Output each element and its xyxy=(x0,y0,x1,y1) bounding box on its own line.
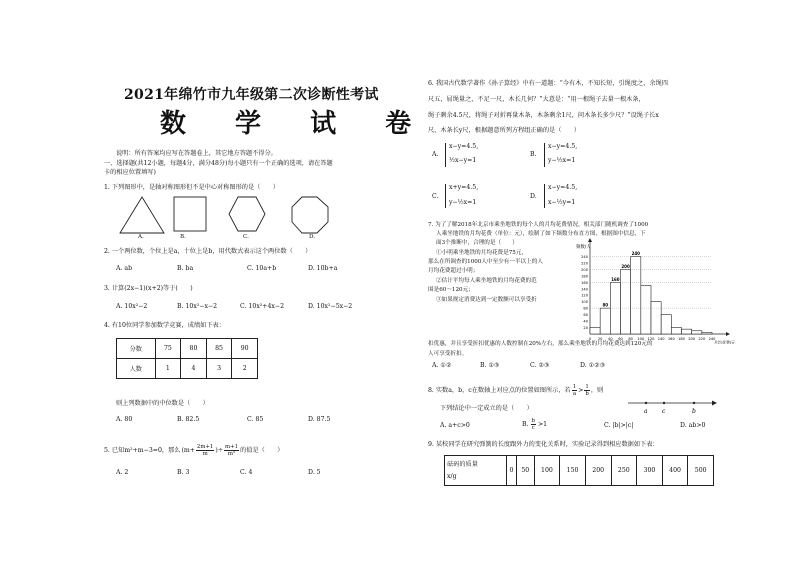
q6-option-d-label: D. xyxy=(530,193,537,200)
x-tick-label: 180 xyxy=(678,337,685,341)
q6-option-d-eq1: x−y=4.5, xyxy=(548,184,578,191)
table-cell: 500 xyxy=(688,456,714,486)
histogram-bar xyxy=(590,328,600,334)
x-tick-label: 240 xyxy=(708,337,716,341)
q4-option-c: C. 85 xyxy=(247,416,264,423)
q8-fraction-1 xyxy=(572,384,577,397)
q6-option-d-eq2: x−½y=1 xyxy=(548,199,576,206)
q6-option-b-brace xyxy=(544,143,545,167)
table-cell: 50 xyxy=(516,456,534,486)
q6-line-2: 尺五，屈绳量之，不足一尺，木长几何？”大意是：“用一根绳子去量一根木条， xyxy=(428,96,645,103)
q8-option-d: D. ab>0 xyxy=(680,422,706,429)
q7-statement-3: ③如果规定消费达到一定数额可以享受折 xyxy=(436,297,537,303)
q8-f1-denominator: a xyxy=(572,391,577,397)
table-row xyxy=(117,359,258,379)
q2-option-a: A. ab xyxy=(116,265,133,272)
q8-stem-post: ，则 xyxy=(590,386,604,394)
x-tick-label: 40 xyxy=(608,337,613,341)
histogram-bar xyxy=(692,331,702,334)
q4-score-table xyxy=(116,338,258,379)
histogram-bar xyxy=(702,332,712,334)
table-cell: 200 xyxy=(585,456,611,486)
q1-label-a: A. xyxy=(138,234,144,240)
table-cell: 2 xyxy=(232,359,258,379)
q8-option-a: A. a+c>0 xyxy=(440,422,470,429)
q3-stem: 3. 计算(2x−1)(x+2)等于( ) xyxy=(104,285,193,292)
q3-option-b: B. 10x²−x−2 xyxy=(177,303,218,310)
q2-option-b: B. ba xyxy=(177,265,194,272)
y-tick-label: 240 xyxy=(581,254,588,259)
q5-expr-open: (m+ xyxy=(181,446,195,454)
x-tick-label: 20 xyxy=(597,337,603,341)
q1-label-b: B. xyxy=(180,234,186,240)
q4-stem: 4. 有10位同学参加数学竞赛，成绩如下表： xyxy=(104,322,225,329)
table-cell: 1 xyxy=(155,359,181,379)
x-tick-label: 220 xyxy=(698,337,706,341)
q8-option-b xyxy=(522,418,547,431)
q1-label-d: D. xyxy=(309,234,316,240)
q5-stem-post: 的值是（ ） xyxy=(240,446,284,454)
x-tick-label: 140 xyxy=(657,337,665,341)
q6-option-a-eq2: ½x−y=1 xyxy=(449,157,477,164)
q5-stem-pre: 5. 已知m²+m−3=0，那么 xyxy=(104,446,181,454)
q7-statement-1b: 那么在所调查的1000人中至少有一半以上的人 xyxy=(428,259,543,265)
q7-line-2: 人乘坐地铁的月均花费（单位：元），绘制了如下频数分布直方图，根据图中信息，下 xyxy=(436,231,646,237)
q3-option-c: C. 10x²+4x−2 xyxy=(240,303,285,310)
q5-f2-denominator: m² xyxy=(227,451,236,457)
octagon-shape xyxy=(292,197,328,233)
triangle-shape xyxy=(120,197,164,233)
q7-statement-3b: 扣优惠，并且享受折扣优惠的人数控制在20%左右，那么乘坐地铁的月均花费达到120元的 xyxy=(428,341,653,347)
q1-label-c: C. xyxy=(243,234,249,240)
histogram-bar xyxy=(651,302,661,334)
q9-header-unit: x/g xyxy=(447,472,457,480)
histogram-bar xyxy=(600,308,610,334)
point-a xyxy=(645,402,647,404)
q7-statement-1: ①小明乘坐地铁的月均花费是75元， xyxy=(436,250,528,256)
q8-b-denominator: c xyxy=(531,425,535,431)
x-tick-label: 0 xyxy=(588,337,592,341)
q5-f1-denominator: m xyxy=(202,451,208,457)
q2-option-d: D. 10b+a xyxy=(308,265,338,272)
table-cell: 75 xyxy=(155,339,181,359)
q6-option-b-label: B. xyxy=(530,151,537,158)
histogram-bar xyxy=(641,286,651,334)
q4-option-a: A. 80 xyxy=(116,416,133,423)
q4-option-b: B. 82.5 xyxy=(177,416,200,423)
table-cell: 300 xyxy=(637,456,663,486)
section-heading-cont: 卡的相应位置填写) xyxy=(104,169,156,176)
hexagon-shape xyxy=(229,197,265,231)
q5-stem xyxy=(104,444,283,457)
y-tick-label: 200 xyxy=(581,267,588,272)
q6-option-c-label: C. xyxy=(432,193,439,200)
table-cell: 100 xyxy=(534,456,560,486)
q5-expr-close: )÷ xyxy=(215,446,224,454)
histogram-bar xyxy=(661,315,671,334)
q6-line-3: 绳子剩余4.5尺，将绳子对折再量木条，木条剩余1尺，问木条长多少尺？”设绳子长x xyxy=(428,112,659,119)
q8-fraction-2 xyxy=(584,384,589,397)
point-b-label: b xyxy=(692,408,696,415)
y-tick-label: 100 xyxy=(581,300,588,305)
bar-value-label: 160 xyxy=(611,276,620,282)
histogram-bar xyxy=(621,269,631,334)
q6-option-c-eq2: y−½x=1 xyxy=(449,199,477,206)
q3-option-d: D. 10x²−5x−2 xyxy=(308,303,353,310)
table-cell: 80 xyxy=(181,339,207,359)
q7-option-b: B. ①③ xyxy=(480,362,500,369)
table-header-cell xyxy=(445,456,507,486)
q5-option-c: C. 4 xyxy=(240,469,253,476)
q8-ask: 下列结论中一定成立的是（ ） xyxy=(440,405,533,412)
x-tick-label: 100 xyxy=(637,337,645,341)
q2-stem: 2. 一个两位数，个位上是a，十位上是b，用代数式表示这个两位数（ ） xyxy=(104,248,312,255)
q6-option-a-brace xyxy=(445,143,446,167)
point-a-label: a xyxy=(644,408,648,415)
q8-option-c: C. |b|>|c| xyxy=(604,422,634,429)
q5-option-b: B. 3 xyxy=(177,469,190,476)
q8-f2-numerator: 1 xyxy=(585,384,589,390)
point-b xyxy=(693,402,695,404)
table-row xyxy=(117,339,258,359)
q7-statement-1c: 月均花费超过小明； xyxy=(428,268,479,274)
exam-title: 2021年绵竹市九年级第二次诊断性考试 xyxy=(124,87,379,103)
q5-f1-numerator: 2m+1 xyxy=(196,444,214,450)
x-axis-arrow xyxy=(726,332,730,336)
x-tick-label: 160 xyxy=(667,337,675,341)
point-c-label: c xyxy=(662,408,666,415)
q9-stem: 9. 某校同学在研究弹簧的长度跟外力的变化关系时，实验记录得到相应数据如下表： xyxy=(428,441,659,448)
q5-option-a: A. 2 xyxy=(116,469,129,476)
q6-option-c-brace xyxy=(445,184,446,208)
histogram-bar xyxy=(682,329,692,334)
bar-value-label: 240 xyxy=(631,250,640,256)
y-tick-label: 20 xyxy=(583,326,588,331)
q7-statement-2b: 围是60～120元； xyxy=(428,287,474,293)
table-cell: 0 xyxy=(507,456,517,486)
x-tick-label: 80 xyxy=(628,337,633,341)
q7-statement-3c: 人可享受折扣。 xyxy=(428,351,468,357)
q9-header-label: 砝码的质量 xyxy=(447,460,478,468)
subject-title: 数 学 试 卷 xyxy=(160,109,432,139)
table-cell: 150 xyxy=(560,456,586,486)
table-cell: 85 xyxy=(206,339,232,359)
table-cell: 分数 xyxy=(117,339,156,359)
q8-option-b-rest: >1 xyxy=(537,420,548,428)
q7-line-3: 面3个推断中，合理的是（ ） xyxy=(436,240,518,246)
q6-option-c-eq1: x+y=4.5, xyxy=(449,184,479,191)
q8-option-b-label: B. xyxy=(522,420,529,428)
y-axis-arrow xyxy=(588,238,592,242)
q6-option-d-brace xyxy=(544,184,545,208)
table-cell: 4 xyxy=(181,359,207,379)
q8-number-line xyxy=(626,393,718,415)
q6-option-a-label: A. xyxy=(432,151,439,158)
y-tick-label: 160 xyxy=(581,280,588,285)
histogram-bar xyxy=(631,256,641,334)
spending-histogram xyxy=(574,238,744,344)
q7-line-1: 7. 为了了解2018年北京市乘坐地铁的每个人的月均花费情况，相关部门随机调查了1000 xyxy=(428,222,649,228)
q4-ask: 则上列数据中的中位数是（ ） xyxy=(116,400,209,407)
instructions: 说明：所有答案均应写在答题卷上，其它地方答题不得分。 xyxy=(116,150,277,157)
q7-option-a: A. ①② xyxy=(432,362,452,369)
q8-stem xyxy=(428,384,603,397)
y-tick-label: 80 xyxy=(583,306,588,311)
q8-stem-pre: 8. 实数a，b，c在数轴上对应点的位置如图所示，若 xyxy=(428,386,571,394)
q6-option-b-eq1: x−y=4.5, xyxy=(548,143,578,150)
q7-statement-2: ②估计平均每人乘坐地铁的月均花费的范 xyxy=(436,278,537,284)
q8-gt-sign: > xyxy=(578,386,584,394)
q8-b-numerator: b xyxy=(531,418,535,424)
q6-option-b-eq2: y−½x=1 xyxy=(548,157,576,164)
y-tick-label: 120 xyxy=(581,293,588,298)
q9-data-table xyxy=(444,455,714,486)
q8-f2-denominator: b xyxy=(585,391,589,397)
table-cell: 400 xyxy=(662,456,688,486)
q8-f1-numerator: 1 xyxy=(572,384,577,390)
q7-option-d: D. ①②③ xyxy=(580,362,606,369)
q4-option-d: D. 87.5 xyxy=(308,416,331,423)
q3-option-a: A. 10x²−2 xyxy=(116,303,148,310)
q6-line-4: 尺，木条长y尺，根据题意所列方程组正确的是（ ） xyxy=(428,127,580,134)
q6-option-a-eq1: x−y=4.5, xyxy=(449,143,479,150)
y-axis-label: 频数/人 xyxy=(576,245,591,250)
x-tick-label: 200 xyxy=(688,337,696,341)
table-cell: 人数 xyxy=(117,359,156,379)
q2-option-c: C. 10a+b xyxy=(247,265,277,272)
q5-fraction-2 xyxy=(224,444,239,457)
y-tick-label: 40 xyxy=(583,319,588,324)
q5-fraction-1 xyxy=(196,444,215,457)
histogram-bar xyxy=(671,328,681,334)
x-tick-label: 120 xyxy=(647,337,655,341)
y-tick-label: 180 xyxy=(581,274,588,279)
y-tick-label: 140 xyxy=(581,287,588,292)
table-cell: 90 xyxy=(232,339,258,359)
q5-option-d: D. 5 xyxy=(308,469,321,476)
bar-value-label: 200 xyxy=(621,263,630,269)
table-cell: 250 xyxy=(611,456,637,486)
table-row xyxy=(445,456,714,486)
q7-option-c: C. ②③ xyxy=(530,362,550,369)
table-cell: 3 xyxy=(206,359,232,379)
q1-shapes xyxy=(104,193,394,243)
square-shape xyxy=(174,197,206,231)
q6-line-1: 6. 我国古代数学著作《孙子算经》中有一道题：“今有木，不知长短，引绳度之，余绳四 xyxy=(428,80,668,87)
x-axis-label: 月均花费/元 xyxy=(714,340,736,344)
y-tick-label: 60 xyxy=(583,313,588,318)
section-heading: 一、选择题(共12小题，每题4分，满分48分)每小题只有一个正确的选项，请在答题 xyxy=(104,160,333,167)
x-tick-label: 60 xyxy=(618,337,623,341)
bar-value-label: 80 xyxy=(602,302,609,308)
y-tick-label: 220 xyxy=(581,261,588,266)
q1-stem: 1. 下列图形中，是轴对称图形但不是中心对称图形的是（ ） xyxy=(104,184,279,191)
point-c xyxy=(663,402,665,404)
q8-option-b-fraction xyxy=(531,418,536,431)
q5-f2-numerator: m+1 xyxy=(225,444,239,450)
